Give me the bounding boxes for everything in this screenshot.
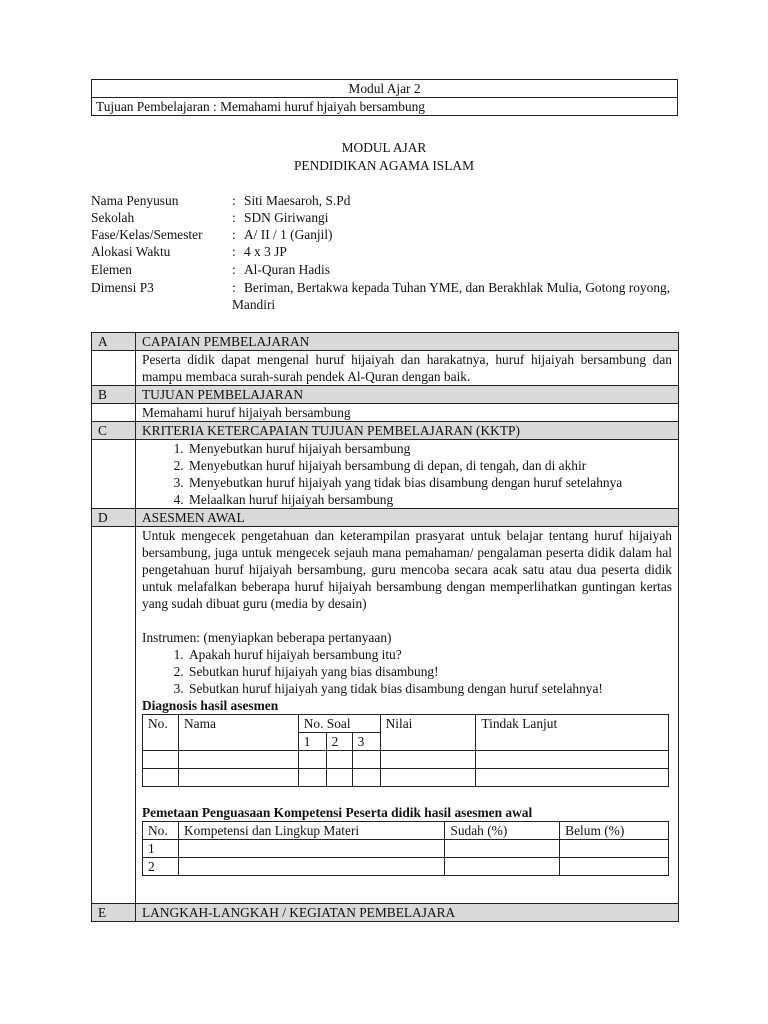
col-header-tindak: Tindak Lanjut [476, 715, 669, 751]
kktp-list-cell [136, 440, 679, 509]
col-header-kompetensi: Kompetensi dan Lingkup Materi [178, 822, 444, 840]
identity-label: Dimensi P3 [91, 280, 154, 295]
section-header-a [92, 333, 679, 351]
identity-value: Siti Maesaroh, S.Pd [244, 193, 351, 208]
section-title: ASESMEN AWAL [136, 509, 679, 527]
assessment-paragraph: Untuk mengecek pengetahuan dan keterampilan prasyarat untuk belajar tentang huruf hijaiyah bersambung, juga untuk mengecek sejauh mana pemahaman/ pengalaman peserta didik dalam hal pengetahuan huruf hijaiyah bersambung, guru mencoba secara acak satu atau dua peserta didik untuk melafalkan beberapa huruf hijaiyah bersambung dengan memperlihatkan guntingan kertas yang sudah dibuat guru (media by desain) [142, 528, 672, 611]
section-title: KRITERIA KETERCAPAIAN TUJUAN PEMBELAJARAN (KKTP) [136, 422, 679, 440]
section-text: Memahami huruf hijaiyah bersambung [136, 404, 679, 422]
col-header-nama: Nama [178, 715, 298, 751]
identity-label: Elemen [91, 262, 132, 277]
identity-value: A/ II / 1 (Ganjil) [244, 227, 333, 242]
list-item: 2. Sebutkan huruf hijaiyah yang bias disambung! [187, 663, 672, 680]
module-header-box [91, 79, 678, 116]
section-header-d [92, 509, 679, 527]
section-header-c [92, 422, 679, 440]
module-content-table [91, 332, 679, 922]
soal-number: 3 [352, 733, 380, 751]
list-item: 1. Menyebutkan huruf hijaiyah bersambung [187, 440, 672, 457]
list-item: 1. Apakah huruf hijaiyah bersambung itu? [187, 646, 672, 663]
identity-label: Nama Penyusun [91, 193, 179, 208]
list-item: 3. Menyebutkan huruf hijaiyah yang tidak bias disambung dengan huruf setelahnya [187, 474, 672, 491]
section-key: B [92, 386, 136, 404]
list-item: 4. Melaalkan huruf hijaiyah bersambung [187, 491, 672, 508]
table-row [143, 858, 669, 876]
col-header-nilai: Nilai [380, 715, 476, 751]
soal-number: 2 [326, 733, 352, 751]
section-title: LANGKAH-LANGKAH / KEGIATAN PEMBELAJARA [136, 904, 679, 922]
assessment-cell [136, 527, 679, 904]
section-title: TUJUAN PEMBELAJARAN [136, 386, 679, 404]
section-header-b [92, 386, 679, 404]
col-header-soal: No. Soal [298, 715, 380, 733]
identity-label: Sekolah [91, 210, 135, 225]
table-row [143, 769, 669, 787]
identity-label: Alokasi Waktu [91, 244, 171, 259]
instrument-label: Instrumen: (menyiapkan beberapa pertanyaan) [142, 630, 392, 645]
list-item: 3. Sebutkan huruf hijaiyah yang tidak bias disambung dengan huruf setelahnya! [187, 680, 672, 697]
kktp-list [142, 440, 672, 508]
row-number: 2 [143, 858, 179, 876]
mapping-title: Pemetaan Penguasaan Kompetensi Peserta didik hasil asesmen awal [142, 805, 533, 820]
module-number: Modul Ajar 2 [92, 80, 678, 98]
question-list [142, 646, 672, 697]
identity-value: Al-Quran Hadis [244, 262, 330, 277]
diagnosis-title: Diagnosis hasil asesmen [142, 698, 279, 713]
section-key: C [92, 422, 136, 440]
section-header-e [92, 904, 679, 922]
col-header-belum: Belum (%) [560, 822, 669, 840]
identity-value: SDN Giriwangi [244, 210, 329, 225]
section-text: Peserta didik dapat mengenal huruf hijaiyah dan harakatnya, huruf hijaiyah bersambung dan mampu membaca surah-surah pendek Al-Quran dengan baik. [136, 351, 679, 386]
section-key: E [92, 904, 136, 922]
section-key: A [92, 333, 136, 351]
identity-value: Beriman, Bertakwa kepada Tuhan YME, dan Berakhlak Mulia, Gotong royong, Mandiri [232, 280, 671, 312]
doc-subtitle: PENDIDIKAN AGAMA ISLAM [293, 158, 475, 173]
list-item: 2. Menyebutkan huruf hijaiyah bersambung di depan, di tengah, dan di akhir [187, 457, 672, 474]
soal-number: 1 [298, 733, 326, 751]
section-key: D [92, 509, 136, 527]
doc-title: MODUL AJAR [341, 140, 427, 155]
col-header-no: No. [143, 822, 179, 840]
col-header-no: No. [143, 715, 179, 751]
identity-value: 4 x 3 JP [244, 244, 287, 259]
col-header-sudah: Sudah (%) [445, 822, 560, 840]
identity-label: Fase/Kelas/Semester [91, 227, 203, 242]
diagnosis-table [142, 714, 669, 787]
table-row [143, 840, 669, 858]
section-title: CAPAIAN PEMBELAJARAN [136, 333, 679, 351]
module-objective: Tujuan Pembelajaran : Memahami huruf hjaiyah bersambung [92, 98, 678, 116]
row-number: 1 [143, 840, 179, 858]
mapping-table [142, 821, 669, 876]
table-row [143, 751, 669, 769]
